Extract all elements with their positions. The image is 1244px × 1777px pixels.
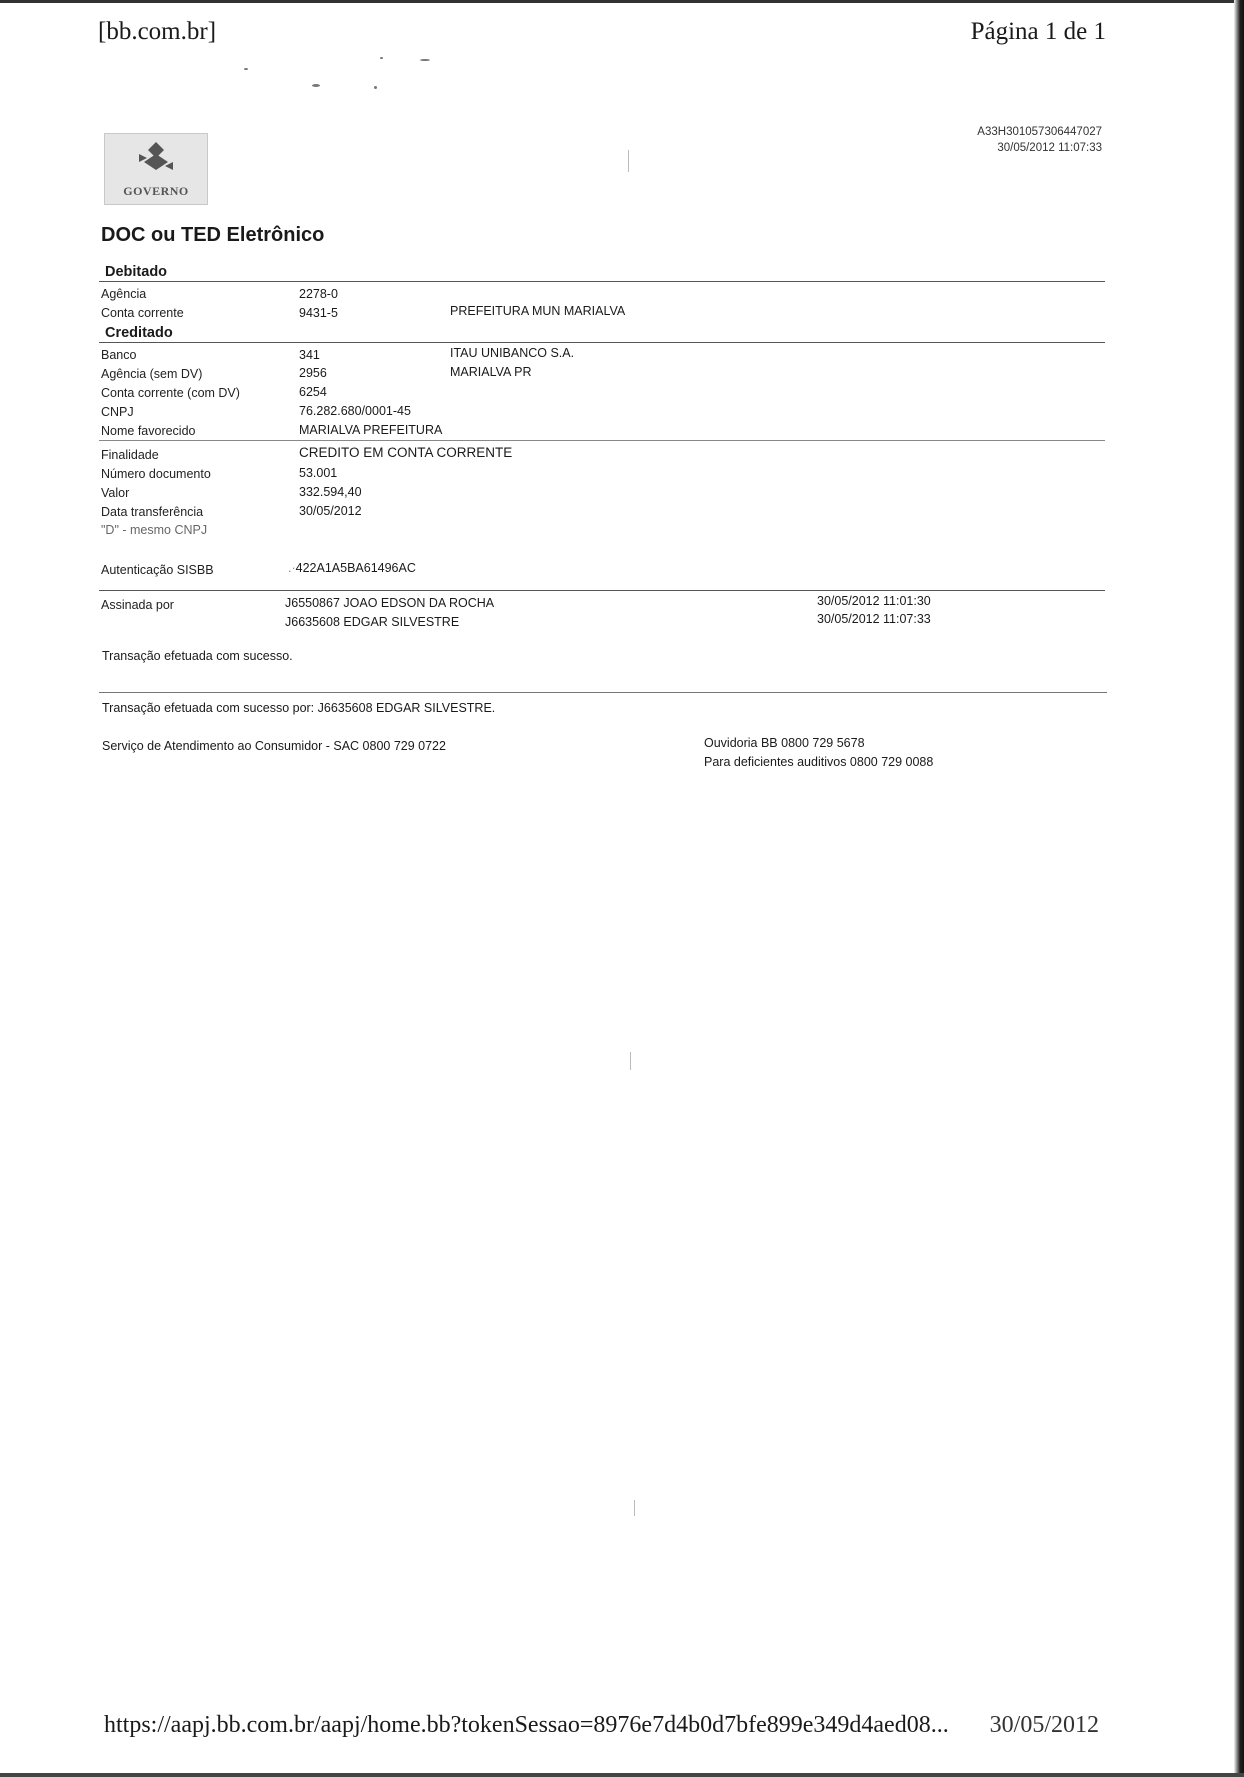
label-cnpj: CNPJ <box>101 405 134 419</box>
footer-url: https://aapj.bb.com.br/aapj/home.bb?tokenSessao=8976e7d4b0d7bfe899e349d4aed08... <box>104 1712 949 1738</box>
ouvidoria-contact: Ouvidoria BB 0800 729 5678 <box>704 736 865 750</box>
signer-datetime: 30/05/2012 11:07:33 <box>817 612 931 626</box>
divider <box>99 692 1107 693</box>
scan-mark: .· <box>288 561 296 575</box>
scan-mark <box>634 1500 635 1516</box>
label-data-transferencia: Data transferência <box>101 505 204 519</box>
scan-edge-right <box>1234 0 1244 1777</box>
scan-speck <box>380 57 383 59</box>
logo-label: GOVERNO <box>123 184 189 198</box>
bb-logo-icon <box>133 140 179 182</box>
value-autenticacao: .·422A1A5BA61496AC <box>288 561 416 575</box>
document-id: A33H301057306447027 <box>977 126 1102 138</box>
status-success: Transação efetuada com sucesso. <box>102 649 293 663</box>
scan-speck <box>374 86 377 89</box>
scan-speck <box>312 84 320 87</box>
label-autenticacao: Autenticação SISBB <box>101 563 214 577</box>
value-valor: 332.594,40 <box>299 485 362 499</box>
scan-speck <box>420 59 430 61</box>
value-conta-corrente: 9431-5 <box>299 306 338 320</box>
scan-mark <box>628 150 629 172</box>
value-agencia: 2278-0 <box>299 287 338 301</box>
scan-mark <box>630 1052 631 1070</box>
value-data-transferencia: 30/05/2012 <box>299 504 362 518</box>
divider <box>99 281 1105 282</box>
label-finalidade: Finalidade <box>101 448 159 462</box>
page-title: DOC ou TED Eletrônico <box>101 224 325 246</box>
section-debitado-heading: Debitado <box>105 264 168 280</box>
value-banco: 341 <box>299 348 320 362</box>
signer-name: J6550867 JOAO EDSON DA ROCHA <box>285 596 495 610</box>
value-cnpj: 76.282.680/0001-45 <box>299 404 411 418</box>
status-success-by: Transação efetuada com sucesso por: J6635608 EDGAR SILVESTRE. <box>102 701 496 715</box>
footer-date: 30/05/2012 <box>989 1712 1099 1738</box>
deficientes-contact: Para deficientes auditivos 0800 729 0088 <box>704 755 934 769</box>
value-numero-documento: 53.001 <box>299 466 338 480</box>
sac-contact: Serviço de Atendimento ao Consumidor - SAC 0800 729 0722 <box>102 739 446 753</box>
document-timestamp: 30/05/2012 11:07:33 <box>997 142 1102 154</box>
value-agencia-cidade: MARIALVA PR <box>450 365 532 379</box>
page-number: Página 1 de 1 <box>970 18 1106 45</box>
label-nome-favorecido: Nome favorecido <box>101 424 196 438</box>
value-conta-com-dv: 6254 <box>299 385 327 399</box>
label-banco: Banco <box>101 348 137 362</box>
value-finalidade: CREDITO EM CONTA CORRENTE <box>299 445 513 460</box>
label-assinada-por: Assinada por <box>101 598 174 612</box>
divider <box>99 342 1105 343</box>
value-banco-nome: ITAU UNIBANCO S.A. <box>450 346 575 360</box>
label-conta-com-dv: Conta corrente (com DV) <box>101 386 240 400</box>
value-nome-favorecido: MARIALVA PREFEITURA <box>299 423 443 437</box>
label-agencia: Agência <box>101 287 147 301</box>
value-agencia-sem-dv: 2956 <box>299 366 327 380</box>
label-valor: Valor <box>101 486 130 500</box>
divider <box>99 440 1105 441</box>
value-titular-debitado: PREFEITURA MUN MARIALVA <box>450 304 626 318</box>
note-mesmo-cnpj: "D" - mesmo CNPJ <box>101 523 208 537</box>
signer-name: J6635608 EDGAR SILVESTRE <box>285 615 460 629</box>
section-creditado-heading: Creditado <box>105 325 173 341</box>
signer-datetime: 30/05/2012 11:01:30 <box>817 594 931 608</box>
divider <box>99 590 1105 591</box>
label-agencia-sem-dv: Agência (sem DV) <box>101 367 203 381</box>
scan-edge-bottom <box>0 1773 1244 1777</box>
label-numero-documento: Número documento <box>101 467 211 481</box>
site-header: [bb.com.br] <box>98 18 217 45</box>
scan-speck <box>244 68 248 70</box>
scan-edge-top <box>0 0 1244 3</box>
bb-governo-logo <box>104 133 208 205</box>
label-conta-corrente: Conta corrente <box>101 306 184 320</box>
